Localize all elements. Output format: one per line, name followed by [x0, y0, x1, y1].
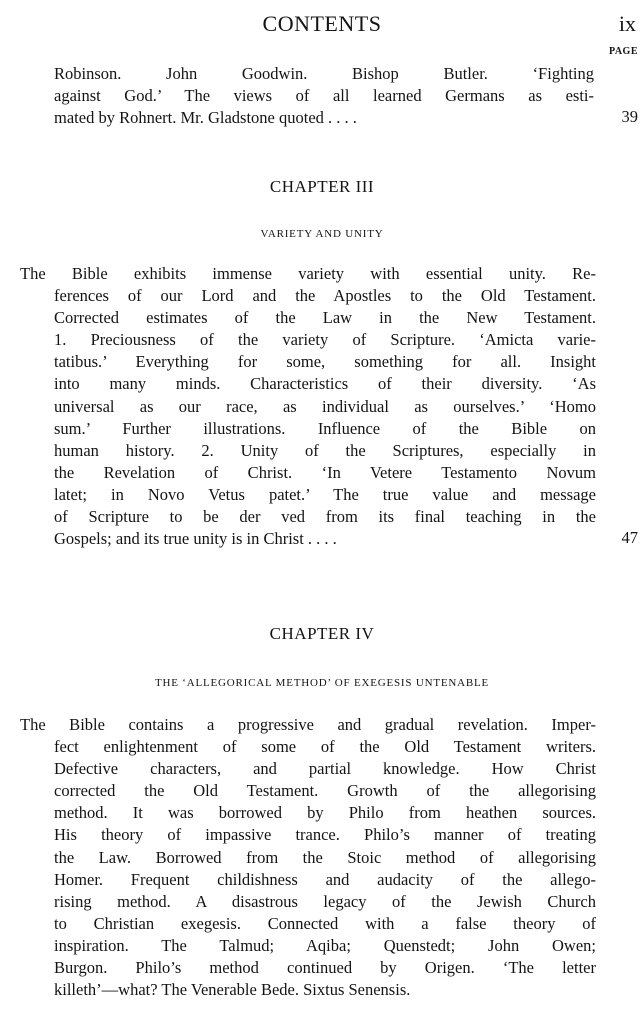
summary-line: 1. Preciousness of the variety of Scripture. ‘Amicta varie-	[54, 330, 596, 350]
chapter-summary	[20, 714, 596, 1001]
summary-line: the Revelation of Christ. ‘In Vetere Testamento Novum	[54, 462, 596, 482]
chapter-summary	[20, 263, 596, 550]
chapter-heading: CHAPTER III	[269, 177, 375, 196]
chapter-subtitle: THE ‘ALLEGORICAL METHOD’ OF EXEGESIS UNTENABLE	[154, 677, 490, 689]
entry-page-number: 47	[621, 528, 638, 547]
summary-line: His theory of impassive trance. Philo’s manner of treating	[54, 825, 596, 845]
summary-line: The Bible exhibits immense variety with essential unity. Re-	[20, 264, 596, 283]
summary-line: killeth’—what? The Venerable Bede. Sixtus Senensis.	[54, 980, 411, 1000]
contents-entry-continued	[54, 63, 594, 129]
summary-line: human history. 2. Unity of the Scriptures, especially in	[54, 440, 596, 460]
page-column-label: PAGE	[608, 46, 638, 57]
summary-line: into many minds. Characteristics of their diversity. ‘As	[54, 374, 596, 394]
summary-line: rising method. A disastrous legacy of the Jewish Church	[54, 891, 596, 911]
summary-line: corrected the Old Testament. Growth of the allegorising	[54, 781, 596, 801]
summary-line: The Bible contains a progressive and gradual revelation. Imper-	[20, 715, 596, 734]
summary-line: method. It was borrowed by Philo from heathen sources.	[54, 803, 596, 823]
summary-line: universal as our race, as individual as ourselves.’ ‘Homo	[54, 396, 596, 416]
summary-line: Defective characters, and partial knowledge. How Christ	[54, 759, 596, 779]
summary-line: inspiration. The Talmud; Aqiba; Quenstedt; John Owen;	[54, 935, 596, 955]
summary-line: latet; in Novo Vetus patet.’ The true value and message	[54, 484, 596, 504]
summary-line: sum.’ Further illustrations. Influence of the Bible on	[54, 418, 596, 438]
summary-line: Homer. Frequent childishness and audacity of the allego-	[54, 869, 596, 889]
chapter-heading: CHAPTER IV	[269, 624, 375, 643]
summary-line: to Christian exegesis. Connected with a false theory of	[54, 913, 596, 933]
summary-line: of Scripture to be der ved from its final teaching in the	[54, 507, 596, 527]
entry-line: against God.’ The views of all learned Germans as esti-	[54, 86, 594, 106]
entry-line: mated by Rohnert. Mr. Gladstone quoted . . . .	[54, 108, 357, 128]
chapter-subtitle: VARIETY AND UNITY	[260, 228, 384, 240]
summary-line: Gospels; and its true unity is in Christ . . . .	[54, 529, 337, 549]
summary-line: fect enlightenment of some of the Old Testament writers.	[54, 737, 596, 757]
summary-line: the Law. Borrowed from the Stoic method of allegorising	[54, 847, 596, 867]
page-number: ix	[618, 11, 636, 36]
entry-page-number: 39	[621, 107, 638, 126]
summary-line: Burgon. Philo’s method continued by Origen. ‘The letter	[54, 958, 596, 978]
summary-line: tatibus.’ Everything for some, something for all. Insight	[54, 352, 596, 372]
running-title: CONTENTS	[262, 11, 382, 36]
entry-line: Robinson. John Goodwin. Bishop Butler. ‘Fighting	[54, 64, 594, 83]
summary-line: Corrected estimates of the Law in the New Testament.	[54, 308, 596, 328]
summary-line: ferences of our Lord and the Apostles to the Old Testament.	[54, 286, 596, 306]
